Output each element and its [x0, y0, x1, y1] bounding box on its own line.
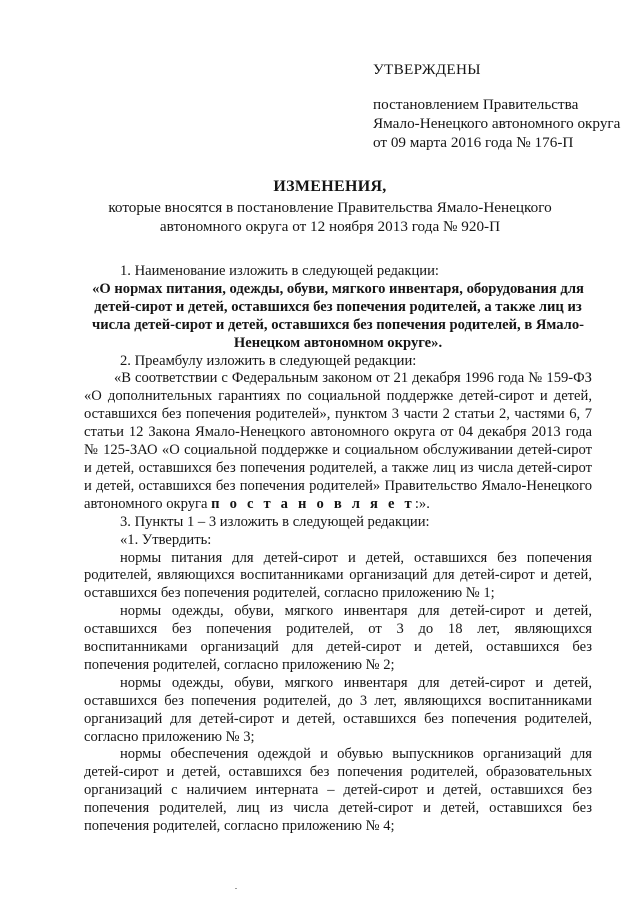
document-subtitle-line-1: которые вносятся в постановление Правительства Ямало-Ненецкого: [108, 199, 552, 216]
item-3-intro: 3. Пункты 1 – 3 изложить в следующей редакции:: [120, 513, 430, 530]
item-2-preamble: [84, 370, 592, 513]
document-title: ИЗМЕНЕНИЯ,: [273, 178, 387, 195]
document-heading: [90, 177, 570, 236]
document-subtitle-line-2: автономного округа от 12 ноября 2013 года № 920-П: [159, 218, 501, 235]
approval-line-2: Ямало-Ненецкого автономного округа: [373, 115, 621, 132]
item-2-resolves: п о с т а н о в л я е т: [211, 495, 415, 512]
document-body: [84, 263, 592, 836]
approval-line-3: от 09 марта 2016 года № 176-П: [373, 134, 574, 151]
item-3-approve: «1. Утвердить:: [120, 531, 212, 548]
approval-stamp: [373, 60, 620, 152]
scan-speck: [235, 888, 237, 889]
norm-1: нормы питания для детей-сирот и детей, оставшихся без попечения родителей, являющихся воспитанниками организаций для детей-сирот и детей, оставшихся без попечения родителей, согласно приложению № 1;: [84, 549, 592, 602]
approval-line-1: постановлением Правительства: [373, 96, 579, 113]
approval-title: УТВЕРЖДЕНЫ: [373, 61, 481, 78]
norm-3: нормы одежды, обуви, мягкого инвентаря для детей-сирот и детей, оставшихся без попечения родителей, до 3 лет, являющихся воспитанниками организаций для детей-сирот и детей, оставшихся без попечения родителей, согласно приложению № 3;: [84, 674, 592, 745]
item-2-intro: 2. Преамбулу изложить в следующей редакции:: [120, 352, 417, 369]
item-1-intro: 1. Наименование изложить в следующей редакции:: [120, 263, 439, 279]
item-2-end: :».: [414, 495, 430, 512]
item-1-new-name: «О нормах питания, одежды, обуви, мягкого инвентаря, оборудования для детей-сирот и детей, оставшихся без попечения родителей, а также лиц из числа детей-сирот и детей, оставшихся без попечения родителей, в Ямало-Ненецком автономном округе».: [91, 280, 584, 351]
item-2-preamble-text: «В соответствии с Федеральным законом от 21 декабря 1996 года № 159-ФЗ «О дополнительных гарантиях по социальной поддержке детей-сирот и детей, оставшихся без попечения родителей», пунктом 3 части 2 статьи 2, частями 6, 7 статьи 12 Закона Ямало-Ненецкого автономного округа от 04 декабря 2013 года № 125-ЗАО «О социальной поддержке и социальном обслуживании детей-сирот и детей, оставшихся без попечения родителей, а также лиц из числа детей-сирот и детей, оставшихся без попечения родителей» Правительство Ямало-Ненецкого автономного округа: [84, 370, 592, 512]
norm-2: нормы одежды, обуви, мягкого инвентаря для детей-сирот и детей, оставшихся без попечения родителей, от 3 до 18 лет, являющихся воспитанниками организаций для детей-сирот и детей, оставшихся без попечения родителей, согласно приложению № 2;: [84, 603, 592, 673]
norm-4: нормы обеспечения одеждой и обувью выпускников организаций для детей-сирот и детей, оставшихся без попечения родителей, образовательных организаций с наличием интерната – детей-сирот и детей, оставшихся без попечения родителей, лиц из числа детей-сирот и детей, оставшихся без попечения родителей, согласно приложению № 4;: [84, 746, 592, 835]
